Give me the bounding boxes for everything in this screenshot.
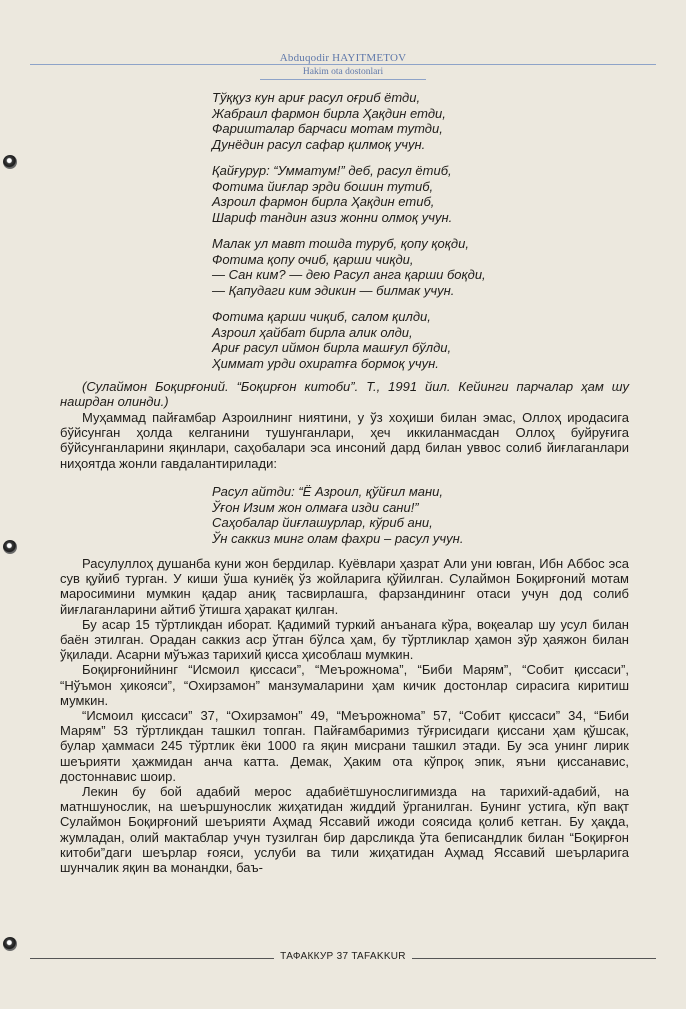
paragraph: Бу асар 15 тўртликдан иборат. Қадимий туркий анъанага кўра, воқеалар шу усул билан баён этилган. Орадан саккиз аср ўтган бўлса ҳам, бу тўртликлар ҳамон зўр ҳаяжон билан ўқилади. Асарни мўъжаз тарихий қисса ҳисоблаш мумкин. <box>60 616 629 663</box>
verse-line: Жабраил фармон бирла Ҳақдин етди, <box>212 105 446 121</box>
verse-line: Расул айтди: “Ё Азроил, қўйғил мани, <box>212 484 443 499</box>
binder-hole <box>3 937 17 951</box>
verse-stanza-4 <box>212 309 451 371</box>
verse-line: Ўн саккиз минг олам фахри – расул учун. <box>212 530 464 546</box>
verse-line: Фотима қарши чиқиб, салом қилди, <box>212 309 431 324</box>
verse-line: Ариғ расул иймон бирла машғул бўлди, <box>212 340 452 356</box>
header-rule-bottom <box>260 79 426 80</box>
source-note: (Сулаймон Боқирғоний. “Боқирғон китоби”. Т., 1991 йил. Кейинги парчалар ҳам шу нашрдан олинди.) <box>60 379 629 410</box>
verse-stanza-3 <box>212 236 486 298</box>
running-header-author: Abduqodir HAYITMETOV <box>279 52 407 64</box>
verse-stanza-5 <box>212 484 463 546</box>
verse-stanza-2 <box>212 163 452 225</box>
verse-line: Азроил фармон бирла Ҳақдин етиб, <box>212 194 435 210</box>
binder-hole <box>3 155 17 169</box>
verse-line: Саҳобалар йиғлашурлар, кўриб ани, <box>212 515 433 531</box>
binder-hole <box>3 540 17 554</box>
paragraph: Боқирғонийнинг “Исмоил қиссаси”, “Меърожнома”, “Биби Марям”, “Собит қиссаси”, “Нўъмон ҳикояси”, “Охирзамон” манзумаларини ҳам кичик достонлар сирасига киритиш мумкин. <box>60 662 629 708</box>
verse-line: Ҳиммат урди охиратға бормоқ учун. <box>212 355 439 371</box>
paragraph: “Исмоил қиссаси” 37, “Охирзамон” 49, “Меърожнома” 57, “Собит қиссаси” 34, “Биби Марям” 53 тўртликдан ташкил топган. Пайғамбаримиз тўғрисидаги қиссани ҳам қўшсак, булар ҳаммаси 245 тўртлик ёки 1000 га яқин мисрани ташкил этади. Бу эса унинг лирик шеърияти ҳажмидан анча катта. Демак, Ҳаким ота кўпроқ эпик, яъни қиссанавис, достоннавис шоир. <box>60 708 629 784</box>
verse-line: Ўғон Изим жон олмаға изди сани!” <box>212 499 419 515</box>
verse-stanza-1 <box>212 90 446 152</box>
verse-line: Фаришталар барчаси мотам тутди, <box>212 121 443 137</box>
verse-line: Тўққуз кун ариғ расул оғриб ётди, <box>212 90 421 105</box>
body-text <box>60 556 629 875</box>
verse-line: — Сан ким? — дею Расул анга қарши боқди, <box>212 267 486 283</box>
verse-line: Малак ул мавт тошда туруб, қопу қоқди, <box>212 236 469 251</box>
paragraph: Лекин бу бой адабий мерос адабиётшунослигимизда на тарихий-адабий, на матншунослик, на шеършунослик жиҳатидан жиддий ўрганилган. Бунинг устига, кўп вақт Сулаймон Боқирғоний шеърияти Аҳмад Яссавий ижоди соясида қолиб кетган. Бу ҳақда, жумладан, олий мактаблар учун тузилган бир дарсликда ўта беписандлик билан “Боқирғон китоби”даги шеърлар ғояси, услуби ва тили жиҳатидан Аҳмад Яссавий шеърларига шунчалик яқин ва монандки, баъ- <box>60 784 629 876</box>
header-rule-top <box>30 64 656 65</box>
verse-line: Фотима йиғлар эрди бошин тутиб, <box>212 178 434 194</box>
verse-line: Фотима қопу очиб, қарши чиқди, <box>212 251 414 267</box>
verse-line: Дунёдин расул сафар қилмоқ учун. <box>212 136 426 152</box>
verse-line: Қайғурур: “Умматум!” деб, расул ётиб, <box>212 163 452 178</box>
paragraph-1: Муҳаммад пайғамбар Азроилнинг ниятини, у ўз хоҳиши билан эмас, Оллоҳ иродасига бўйсунган ҳолда келганини тушунганлари, ҳеч иккиланмасдан Оллоҳ буйруғига бўйсунганларини яқинлари, саҳобалари эса инсоний дард билан уввос солиб йиғлаганлари ниҳоятда жонли гавдалантирилади: <box>60 410 629 471</box>
footer-page-label: ТАФАККУР 37 TAFAKKUR <box>0 951 686 962</box>
verse-line: Шариф тандин азиз жонни олмоқ учун. <box>212 209 453 225</box>
verse-line: — Қапудаги ким эдикин — билмак учун. <box>212 282 455 298</box>
paragraph: Расулуллоҳ душанба куни жон бердилар. Куёвлари ҳазрат Али уни ювган, Ибн Аббос эса сув қуйиб турган. У киши ўша куниёқ ўз жойларига қўйилган. Сулаймон Боқирғоний мотам маросимини мумкин қадар аниқ тасвирлашга, фарзандининг отаси учун дод солиб йиғлаганларини айтиб ўтишга ҳаракат қилган. <box>60 556 629 617</box>
running-header-subtitle: Hakim ota dostonlari <box>302 67 384 77</box>
verse-line: Азроил ҳайбат бирла алик олди, <box>212 324 413 340</box>
